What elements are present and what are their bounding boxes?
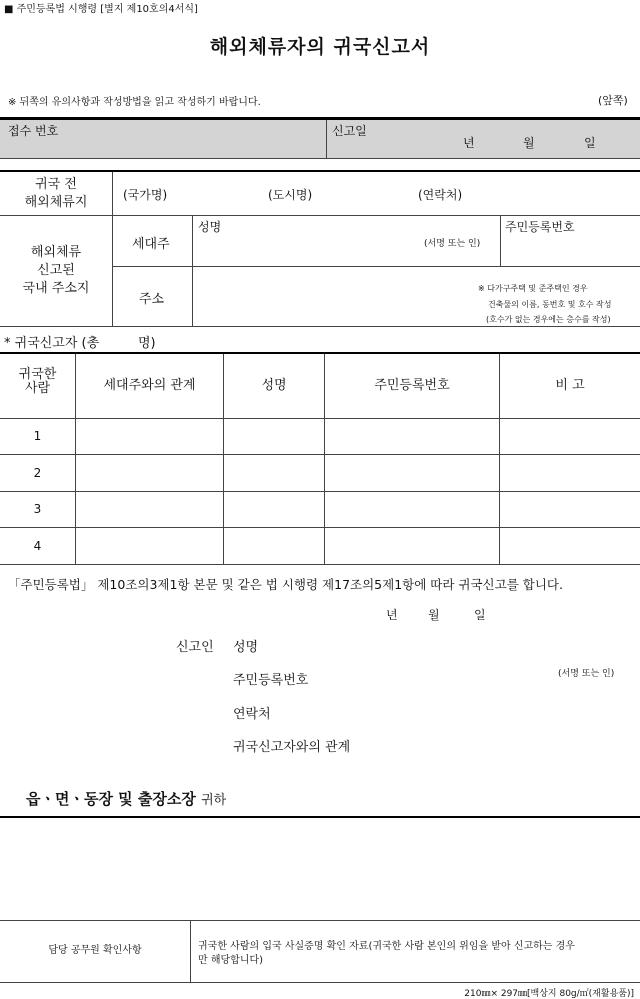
statement-day: 일	[474, 608, 486, 622]
table-row: 2	[33, 466, 42, 480]
table-row: 4	[33, 539, 42, 553]
reporter-contact-label: 연락처	[233, 707, 271, 722]
domestic-address-label: 해외체류 신고된 국내 주소지	[22, 245, 90, 296]
returnee-count-unit: 명)	[138, 336, 156, 351]
page-title: 해외체류자의 귀국신고서	[209, 36, 431, 58]
law-reference: ■ 주민등록법 시행령 [별지 제10호의4서식]	[4, 4, 198, 15]
receipt-bar	[0, 119, 640, 159]
contact-label: (연락처)	[418, 188, 463, 202]
abroad-label: 귀국 전 해외체류지	[24, 177, 88, 210]
address-label: 주소	[139, 292, 165, 307]
address-note-1: ※ 다가구주택 및 준주택인 경우	[478, 284, 588, 293]
householder-rrn-label: 주민등록번호	[505, 220, 575, 234]
notice-text: ※ 뒤쪽의 유의사항과 작성방법을 읽고 작성하기 바랍니다.	[8, 97, 261, 108]
table-row: 3	[33, 502, 42, 516]
address-note-2: 건축물의 이름, 동번호 및 호수 작성	[488, 300, 612, 309]
reporter-signature: (서명 또는 인)	[558, 669, 615, 679]
col-rrn-header: 주민등록번호	[374, 378, 450, 393]
addressee: 읍ㆍ면ㆍ동장 및 출장소장 귀하	[26, 790, 227, 808]
official-check-text-1: 귀국한 사람의 입국 사실증명 확인 자료(귀국한 사람 본인의 위임을 받아 신고하는 경우	[198, 941, 575, 952]
receipt-day: 일	[584, 136, 596, 150]
country-label: (국가명)	[123, 188, 168, 202]
returnee-count-caption: * 귀국신고자 (총	[4, 336, 100, 351]
receipt-year: 년	[463, 136, 475, 150]
col-returnee-header: 귀국한 사람	[18, 367, 57, 396]
address-note-3: (호수가 없는 경우에는 층수를 작성)	[486, 315, 611, 324]
report-date-label: 신고일	[332, 124, 367, 138]
city-label: (도시명)	[268, 188, 313, 202]
paper-spec: 210㎜× 297㎜[백상지 80g/㎡(재활용품)]	[464, 989, 634, 999]
col-note-header: 비 고	[555, 378, 585, 393]
statement-year: 년	[386, 608, 398, 622]
householder-signature: (서명 또는 인)	[424, 239, 481, 249]
reporter-name-label: 성명	[233, 640, 259, 655]
reporter-relation-label: 귀국신고자와의 관계	[233, 740, 351, 755]
reporter-rrn-label: 주민등록번호	[233, 673, 309, 688]
householder-label: 세대주	[132, 237, 170, 252]
householder-name-label: 성명	[198, 220, 222, 234]
col-name-header: 성명	[261, 378, 287, 393]
col-relation-header: 세대주와의 관계	[103, 378, 196, 393]
reporter-label: 신고인	[176, 640, 214, 655]
receipt-month: 월	[523, 136, 535, 150]
statement-month: 월	[428, 608, 440, 622]
official-check-label: 담당 공무원 확인사항	[48, 945, 142, 956]
official-check-text-2: 만 해당합니다)	[198, 955, 264, 966]
statement-text: 「주민등록법」 제10조의3제1항 본문 및 같은 법 시행령 제17조의5제1항에 따라 귀국신고를 합니다.	[8, 577, 563, 592]
page-side-label: (앞쪽)	[598, 94, 628, 107]
receipt-number-label: 접수 번호	[8, 124, 59, 138]
table-row: 1	[33, 429, 42, 443]
